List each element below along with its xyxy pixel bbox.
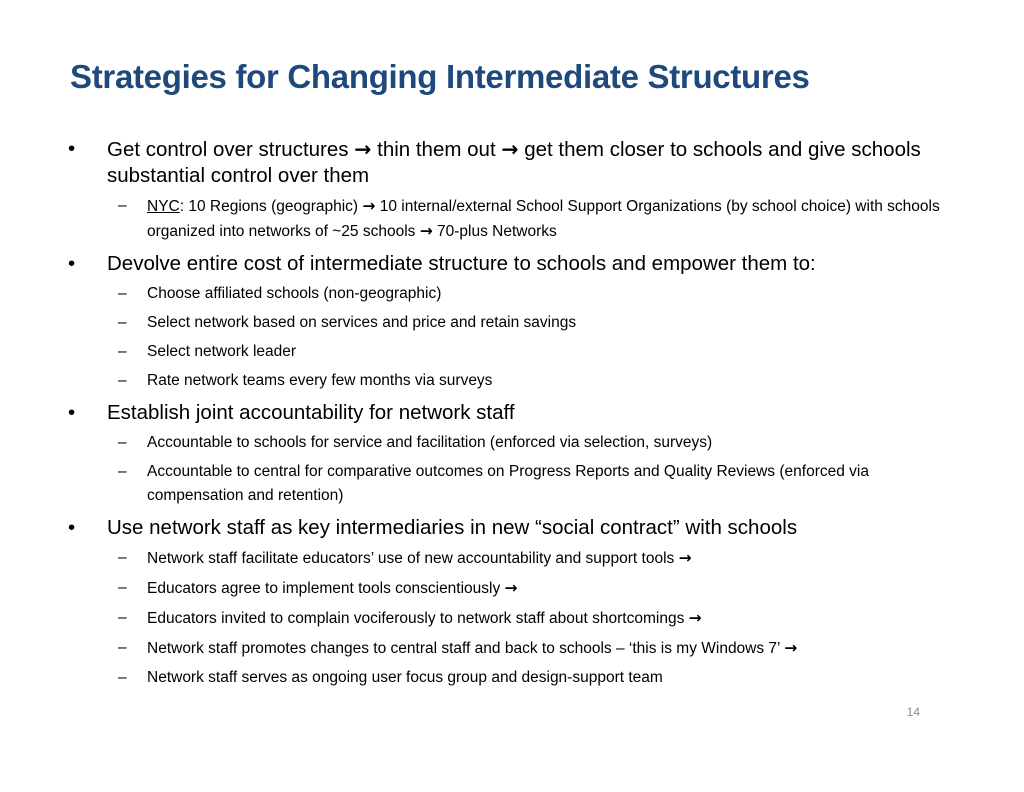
- sub-text: Network staff facilitate educators’ use of new accountability and support tools: [147, 550, 679, 567]
- sub-text: Rate network teams every few months via surveys: [147, 372, 493, 389]
- dash-icon: –: [118, 549, 127, 566]
- sub-text: Select network leader: [147, 343, 297, 360]
- bullet-text: Devolve entire cost of intermediate structure to schools and empower them to:: [107, 252, 816, 275]
- sub-bullet-item: [68, 666, 958, 690]
- bullet-item: [68, 400, 958, 426]
- dash-icon: –: [118, 343, 127, 360]
- arrow-right-icon: →: [678, 549, 692, 567]
- slide-title: Strategies for Changing Intermediate Structures: [70, 58, 810, 95]
- bullet-list: [68, 136, 958, 690]
- bullet-text: Use network staff as key intermediaries in new “social contract” with schools: [107, 516, 798, 539]
- nyc-label: NYC: [147, 198, 180, 215]
- sub-bullet-item: [68, 311, 958, 335]
- arrow-right-icon: →: [688, 609, 702, 627]
- sub-text: Network staff promotes changes to central staff and back to schools – ‘this is my Windows 7’: [147, 640, 785, 657]
- sub-bullet-item: [68, 606, 958, 631]
- sub-bullet-item: [68, 194, 958, 244]
- bullet-text-part: get them closer to schools and give schools substantial control over them: [107, 138, 921, 187]
- sub-text: Select network based on services and price and retain savings: [147, 314, 577, 331]
- sub-text: Accountable to central for comparative outcomes on Progress Reports and Quality Reviews (enforced via compensation and retention): [147, 463, 869, 504]
- bullet-icon: •: [68, 137, 76, 160]
- sub-bullet-item: [68, 369, 958, 393]
- dash-icon: –: [118, 372, 127, 389]
- sub-text: Choose affiliated schools (non-geographic): [147, 285, 442, 302]
- bullet-item: [68, 515, 958, 541]
- dash-icon: –: [118, 579, 127, 596]
- sub-text-part: : 10 Regions (geographic): [179, 198, 363, 215]
- sub-bullet-item: [68, 636, 958, 661]
- sub-bullet-item: [68, 576, 958, 601]
- sub-bullet-item: [68, 546, 958, 571]
- bullet-icon: •: [68, 516, 76, 539]
- bullet-icon: •: [68, 252, 76, 275]
- bullet-item: [68, 136, 958, 189]
- sub-text-part: 70-plus Networks: [432, 223, 557, 240]
- dash-icon: –: [118, 609, 127, 626]
- sub-bullet-item: [68, 431, 958, 455]
- bullet-text: Establish joint accountability for network staff: [107, 401, 515, 424]
- bullet-item: [68, 251, 958, 277]
- arrow-right-icon: →: [419, 222, 433, 240]
- sub-text: Educators invited to complain vociferously to network staff about shortcomings: [147, 610, 689, 627]
- arrow-right-icon: →: [501, 137, 519, 161]
- sub-bullet-item: [68, 282, 958, 306]
- page-number: 14: [906, 705, 920, 719]
- arrow-right-icon: →: [354, 137, 372, 161]
- sub-text: Accountable to schools for service and facilitation (enforced via selection, surveys): [147, 434, 713, 451]
- bullet-icon: •: [68, 401, 76, 424]
- sub-text: Educators agree to implement tools conscientiously: [147, 580, 505, 597]
- dash-icon: –: [118, 669, 127, 686]
- bullet-text-part: Get control over structures: [107, 138, 355, 161]
- dash-icon: –: [118, 285, 127, 302]
- arrow-right-icon: →: [362, 197, 376, 215]
- dash-icon: –: [118, 434, 127, 451]
- dash-icon: –: [118, 197, 127, 214]
- sub-text-part: 10 internal/external School Support Organizations (by school choice) with schools organized into networks of ~25 schools: [147, 198, 940, 240]
- sub-bullet-item: [68, 460, 958, 508]
- sub-bullet-item: [68, 340, 958, 364]
- arrow-right-icon: →: [784, 639, 798, 657]
- dash-icon: –: [118, 463, 127, 480]
- dash-icon: –: [118, 314, 127, 331]
- dash-icon: –: [118, 639, 127, 656]
- sub-text: Network staff serves as ongoing user focus group and design-support team: [147, 669, 663, 686]
- bullet-text-part: thin them out: [371, 138, 502, 161]
- arrow-right-icon: →: [504, 579, 518, 597]
